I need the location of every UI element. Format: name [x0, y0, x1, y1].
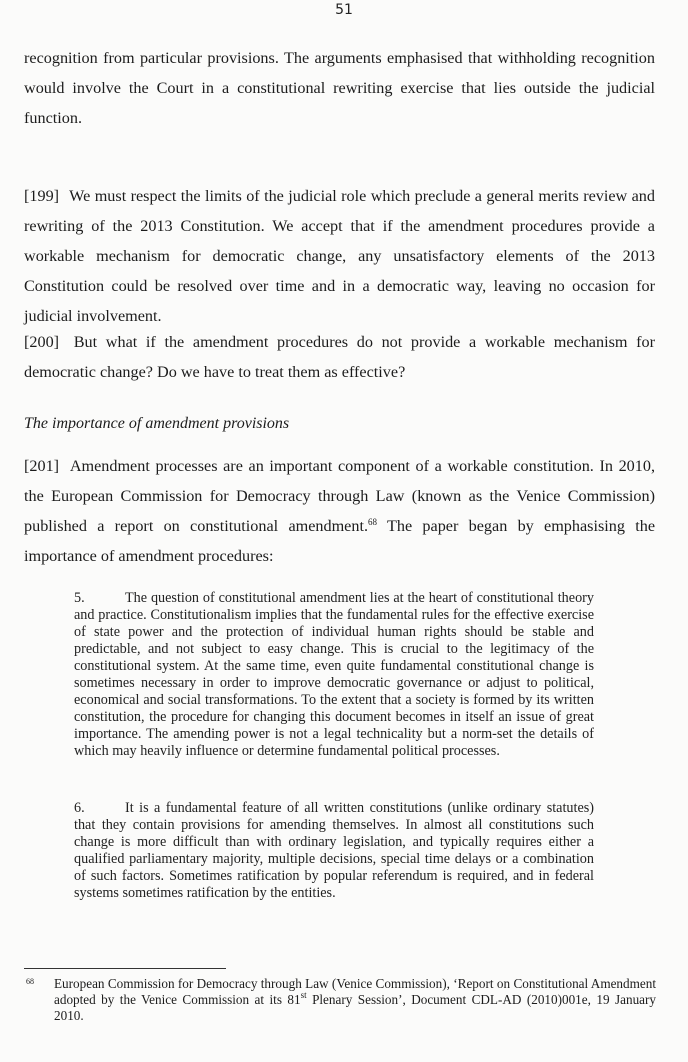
paragraph-text: But what if the amendment procedures do not provide a workable mechanism for democratic change? Do we have to treat them as effective?: [24, 333, 656, 381]
ordinal-suffix: st: [300, 990, 307, 1000]
footnote-text-wrapper: [54, 976, 656, 1024]
paragraph-200: [24, 327, 655, 387]
paragraph-number: [201]: [24, 457, 60, 475]
paragraph-text: recognition from particular provisions. The arguments emphasised that withholding recognition would involve the Court in a constitutional rewriting exercise that lies outside the judicial function.: [24, 49, 655, 127]
paragraph-199: [24, 181, 655, 331]
footnote: [24, 976, 656, 1024]
quote-number: 5.: [74, 590, 85, 606]
footnote-number: 68: [26, 977, 34, 986]
paragraph-201: [24, 451, 655, 571]
footnote-text: European Commission for Democracy through Law (Venice Commission), ‘Report on Constitutional Amendment adopted by the Venice Commission at its 81: [54, 976, 656, 1007]
paragraph-198-continuation: [24, 43, 655, 133]
paragraph-number: [199]: [24, 187, 60, 205]
quote-number: 6.: [74, 800, 85, 816]
paragraph-number: [200]: [24, 333, 60, 351]
quote-text: The question of constitutional amendment lies at the heart of constitutional theory and practice. Constitutionalism implies that the fundamental rules for the effective exercise of state power and the protection of individual human rights should be stable and predictable, and not subject to easy change. This is crucial to the legitimacy of the constitutional system. At the same time, even quite fundamental constitutional change is sometimes necessary in order to improve democratic governance or adjust to political, economical and social transformations. To the extent that a society is formed by its written constitution, the procedure for changing this document becomes in itself an issue of great importance. The amending power is not a legal technicality but a norm-set the details of which may heavily influence or determine fundamental political processes.: [74, 590, 594, 759]
block-quote-item: [74, 590, 594, 760]
footnote-text-continued: Plenary Session’, Document CDL-AD (2010)001e, 19 January 2010.: [54, 992, 656, 1023]
paragraph-text: We must respect the limits of the judicial role which preclude a general merits review and rewriting of the 2013 Constitution. We accept that if the amendment procedures provide a workable mechanism for democratic change, any unsatisfactory elements of the 2013 Constitution could be resolved over time and in a democratic way, leaving no occasion for judicial involvement.: [24, 187, 655, 325]
footnote-separator: [24, 968, 226, 969]
block-quote-item: [74, 800, 594, 902]
page-number: 51: [335, 2, 353, 18]
quote-text: It is a fundamental feature of all written constitutions (unlike ordinary statutes) that they contain provisions for amending themselves. In almost all constitutions such change is more difficult than with ordinary legislation, and typically requires either a qualified parliamentary majority, multiple decisions, special time delays or a combination of such factors. Sometimes ratification by popular referendum is required, and in federal systems sometimes ratification by the entities.: [74, 800, 594, 901]
paragraph-text: Amendment processes are an important component of a workable constitution. In 2010, the European Commission for Democracy through Law (known as the Venice Commission) published a report on constitutional amendment.: [24, 457, 656, 535]
paragraph-text-continued: The paper began by emphasising the importance of amendment procedures:: [24, 517, 656, 565]
section-heading: The importance of amendment provisions: [24, 415, 290, 432]
footnote-reference[interactable]: 68: [368, 517, 378, 527]
